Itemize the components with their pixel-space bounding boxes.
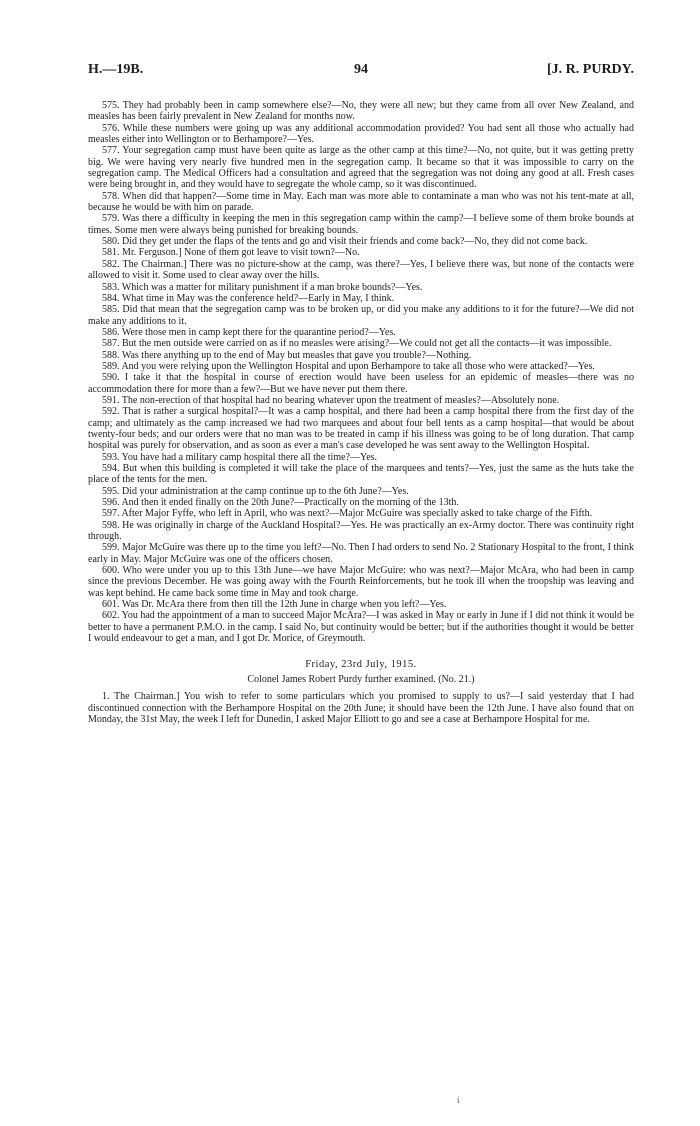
paragraph-590: 590. I take it that the hospital in course of erection would have been useless for an epidemic of measles—there was no accommodation there for more than a few?—But we have never put them there. xyxy=(88,372,634,395)
paragraph-585: 585. Did that mean that the segregation camp was to be broken up, or did you make any additions to it for the future?—We did not make any additions to it. xyxy=(88,304,634,327)
paragraph-596: 596. And then it ended finally on the 20th June?—Practically on the morning of the 13th. xyxy=(102,497,459,509)
page-body xyxy=(88,100,634,725)
paragraph-593: 593. You have had a military camp hospital there all the time?—Yes. xyxy=(102,451,378,463)
footer-mark: i xyxy=(457,1095,460,1105)
paragraph-600: 600. Who were under you up to this 13th June—we have Major McGuire: who was next?—Major McAra, who had been in camp since the previous December. He was going away with the Fourth Reinforcements, but he took ill when the troopship was leaving and was kept behind. He came back some time in May and took charge. xyxy=(88,565,634,599)
date-heading: Friday, 23rd July, 1915. xyxy=(305,658,417,670)
paragraph-1: 1. The Chairman.] You wish to refer to some particulars which you promised to supply to us?—I said yesterday that I had discontinued connection with the Berhampore Hospital on the 20th June; it should have been the 12th June. I have also found that on Monday, the 31st May, the week I left for Dunedin, I asked Major Elliott to go and see a case at Berhampore Hospital for me. xyxy=(88,691,634,725)
paragraph-580: 580. Did they get under the flaps of the tents and go and visit their friends and come back?—No, they did not come back. xyxy=(102,236,588,248)
page-number: 94 xyxy=(354,62,368,77)
paragraph-576: 576. While these numbers were going up was any additional accommodation provided? You had sent all those who actually had measles either into Wellington or to Berhampore?—Yes. xyxy=(88,122,634,146)
paragraph-579: 579. Was there a difficulty in keeping the men in this segregation camp within the camp?—I believe some of them broke bounds at times. Some men were always being punished for breaking bounds. xyxy=(88,213,634,236)
paragraph-602: 602. You had the appointment of a man to succeed Major McAra?—I was asked in May or early in June if I did not think it would be better to have a permanent P.M.O. in the camp. I said No, but continuity would be better; but if the authorities thought it would be better I would endeavour to get a man, and I got Dr. Morice, of Greymouth. xyxy=(88,610,634,645)
paragraph-582: 582. The Chairman.] There was no picture-show at the camp, was there?—Yes, I believe there was, but none of the contacts were allowed to visit it. Some used to clear away over the hills. xyxy=(88,258,634,282)
paragraph-589: 589. And you were relying upon the Wellington Hospital and upon Berhampore to take all those who were attacked?—Yes. xyxy=(102,360,595,372)
paragraph-592: 592. That is rather a surgical hospital?—It was a camp hospital, and there had been a camp hospital there from the first day of the camp; and ultimately as the camp increased we had two marquees and about four bell tents as a camp hospital—that would be about twenty-four beds; and our orders were that no man was to be treated in camp if his illness was going to be of long duration. That camp hospital was purely for observation, and as soon as ever a man's case developed he was sent away to the Wellington Hospital. xyxy=(88,406,634,452)
paragraph-587: 587. But the men outside were carried on as if no measles were arising?—We could not get all the contacts—it was impossible. xyxy=(102,338,612,350)
paragraph-578: 578. When did that happen?—Some time in May. Each man was more able to contaminate a man who was not his tent-mate at all, because he would be with him on parade. xyxy=(88,190,634,214)
paragraph-597: 597. After Major Fyffe, who left in April, who was next?—Major McGuire was specially asked to take charge of the Fifth. xyxy=(102,508,593,520)
paragraph-599: 599. Major McGuire was there up to the time you left?—No. Then I had orders to send No. 2 Stationary Hospital to the front, I think early in May. Major McGuire was one of the officers chosen. xyxy=(88,542,634,565)
paragraph-588: 588. Was there anything up to the end of May but measles that gave you trouble?—Nothing. xyxy=(102,349,472,361)
paragraph-575: 575. They had probably been in camp somewhere else?—No, they were all new; but they came from all over New Zealand, and measles has been fairly prevalent in New Zealand for months now. xyxy=(88,100,634,123)
paragraph-581: 581. Mr. Ferguson.] None of them got leave to visit town?—No. xyxy=(102,247,360,259)
report-code: H.—19B. xyxy=(88,62,144,77)
paragraph-586: 586. Were those men in camp kept there for the quarantine period?—Yes. xyxy=(102,326,396,338)
witness-name-header: [J. R. PURDY. xyxy=(547,62,634,77)
paragraph-598: 598. He was originally in charge of the Auckland Hospital?—Yes. He was practically an ex-Army doctor. There was continuity right through. xyxy=(88,519,634,543)
paragraph-601: 601. Was Dr. McAra there from then till the 12th June in charge when you left?—Yes. xyxy=(102,599,447,611)
paragraph-594: 594. But when this building is completed it will take the place of the marquees and tents?—Yes, just the same as the huts take the place of the tents for the men. xyxy=(88,463,634,486)
paragraph-595: 595. Did your administration at the camp continue up to the 6th June?—Yes. xyxy=(102,485,409,497)
page-header xyxy=(88,62,634,80)
paragraph-583: 583. Which was a matter for military punishment if a man broke bounds?—Yes. xyxy=(102,281,423,293)
paragraph-577: 577. Your segregation camp must have been quite as large as the other camp at this time?—No, not quite, but it was getting pretty big. We were having very nearly five hundred men in the segregation camp. It became so that it was impossible to carry on the segregation camp. The Medical Officers had a consultation and agreed that the segregation was not doing any good at all. Fresh cases were being brought in, and they would have to segregate the whole camp, so it was discontinued. xyxy=(88,145,634,191)
paragraph-584: 584. What time in May was the conference held?—Early in May, I think. xyxy=(102,292,395,304)
witness-line: Colonel James Robert Purdy further examined. (No. 21.) xyxy=(247,673,475,685)
paragraph-591: 591. The non-erection of that hospital had no bearing whatever upon the treatment of measles?—Absolutely none. xyxy=(102,394,560,406)
